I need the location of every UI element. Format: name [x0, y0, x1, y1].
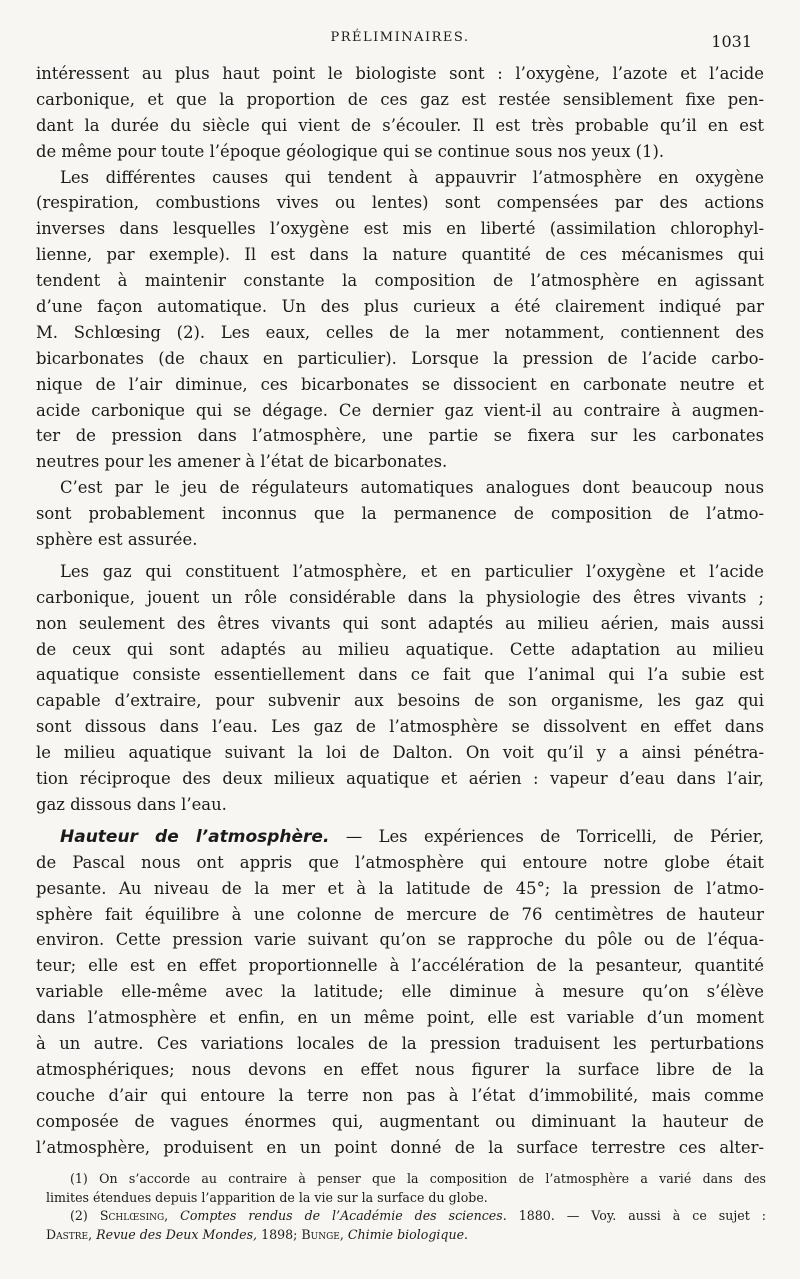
text-line: sont probablement inconnus que la permanence de composition de l’atmo-	[36, 504, 764, 524]
text-line: dans l’atmosphère et enfin, en un même point, elle est variable d’un moment	[36, 1008, 764, 1028]
text-line: d’une façon automatique. Un des plus curieux a été clairement indiqué par	[36, 297, 764, 317]
text-line: M. Schlœsing (2). Les eaux, celles de la mer notamment, contiennent des	[36, 322, 764, 342]
footnote-work: Revue des Deux Mondes,	[92, 1226, 258, 1242]
running-title: PRÉLIMINAIRES.	[330, 30, 470, 45]
footnote-1-line: (1) On s’accorde au contraire à penser que la composition de l’atmosphère a varié dans des	[70, 1171, 766, 1186]
text-line: pesante. Au niveau de la mer et à la latitude de 45°; la pression de l’atmo-	[36, 878, 764, 898]
text-line: sont dissous dans l’eau. Les gaz de l’atmosphère se dissolvent en effet dans	[36, 717, 764, 737]
text-line: tendent à maintenir constante la composition de l’atmosphère en agissant	[36, 271, 764, 291]
text-line: de ceux qui sont adaptés au milieu aquatique. Cette adaptation au milieu	[36, 639, 764, 659]
text-line: neutres pour les amener à l’état de bicarbonates.	[36, 452, 448, 472]
text-line: environ. Cette pression varie suivant qu’on se rapproche du pôle ou de l’équa-	[36, 930, 764, 950]
text-line: carbonique, jouent un rôle considérable dans la physiologie des êtres vivants ;	[36, 587, 764, 607]
text-line: de Pascal nous ont appris que l’atmosphère qui entoure notre globe était	[36, 852, 764, 872]
text-line: aquatique consiste essentiellement dans ce fait que l’animal qui l’a subie est	[36, 665, 764, 685]
text-line: (respiration, combustions vives ou lentes) sont compensées par des actions	[36, 193, 764, 213]
text-line: carbonique, et que la proportion de ces gaz est restée sensiblement fixe pen-	[36, 89, 764, 109]
text-line: l’atmosphère, produisent en un point donné de la surface terrestre ces alter-	[36, 1137, 764, 1157]
text-line: sphère est assurée.	[36, 530, 198, 550]
text-line: composée de vagues énormes qui, augmentant ou diminuant la hauteur de	[36, 1111, 764, 1131]
text-line: variable elle-même avec la latitude; elle diminue à mesure qu’on s’élève	[36, 982, 764, 1002]
text-line: tion réciproque des deux milieux aquatique et aérien : vapeur d’eau dans l’air,	[36, 769, 764, 789]
text-line: non seulement des êtres vivants qui sont adaptés au milieu aérien, mais aussi	[36, 613, 764, 633]
footnote-detail: 1880. — Voy. aussi à ce sujet :	[506, 1208, 767, 1224]
footnotes	[46, 1170, 766, 1244]
text-line: acide carbonique qui se dégage. Ce dernier gaz vient-il au contraire à augmen-	[36, 400, 764, 420]
text-line: dant la durée du siècle qui vient de s’écouler. Il est très probable qu’il en est	[36, 115, 764, 135]
footnote-2-line	[46, 1226, 766, 1245]
page-number: 1031	[711, 32, 752, 51]
text-line: sphère fait équilibre à une colonne de mercure de 76 centimètres de hauteur	[36, 904, 764, 924]
footnote-author: Bunge,	[301, 1226, 344, 1242]
text-line: à un autre. Ces variations locales de la pression traduisent les perturbations	[36, 1033, 764, 1053]
footnote-1-line: limites étendues depuis l’apparition de la vie sur la surface du globe.	[46, 1189, 488, 1205]
footnote-work: Chimie biologique.	[343, 1226, 469, 1242]
text-line: capable d’extraire, pour subvenir aux besoins de son organisme, les gaz qui	[36, 691, 764, 711]
text-line: intéressent au plus haut point le biologiste sont : l’oxygène, l’azote et l’acide	[36, 64, 764, 83]
section-heading: Hauteur de l’atmosphère.	[60, 826, 330, 847]
text-line: C’est par le jeu de régulateurs automatiques analogues dont beaucoup nous	[60, 478, 764, 498]
footnote-work: Comptes rendus de l’Académie des sciences.	[168, 1208, 507, 1224]
text-line: Les différentes causes qui tendent à appauvrir l’atmosphère en oxygène	[60, 167, 764, 187]
footnote-2-marker: (2)	[70, 1208, 100, 1224]
text-line: nique de l’air diminue, ces bicarbonates se dissocient en carbonate neutre et	[36, 374, 764, 394]
text-line: couche d’air qui entoure la terre non pas à l’état d’immobilité, mais comme	[36, 1085, 764, 1105]
text-line: atmosphériques; nous devons en effet nous figurer la surface libre de la	[36, 1059, 764, 1079]
footnote-2-line	[46, 1207, 766, 1226]
text-line: inverses dans lesquelles l’oxygène est mis en liberté (assimilation chlorophyl-	[36, 219, 764, 239]
text-line: ter de pression dans l’atmosphère, une partie se fixera sur les carbonates	[36, 426, 764, 446]
text-line: bicarbonates (de chaux en particulier). Lorsque la pression de l’acide carbo-	[36, 348, 764, 368]
body-text	[36, 61, 764, 1160]
footnote-author: Dastre,	[46, 1226, 93, 1242]
footnote-detail: 1898;	[257, 1226, 302, 1242]
running-head	[0, 28, 800, 52]
text-line: le milieu aquatique suivant la loi de Dalton. On voit qu’il y a ainsi pénétra-	[36, 743, 764, 763]
text-line: teur; elle est en effet proportionnelle à l’accélération de la pesanteur, quantité	[36, 956, 764, 976]
footnote-author: Schlœsing,	[99, 1208, 169, 1224]
text-line: Les gaz qui constituent l’atmosphère, et en particulier l’oxygène et l’acide	[60, 561, 764, 581]
text-line: de même pour toute l’époque géologique qui se continue sous nos yeux (1).	[36, 141, 665, 161]
section-first-line	[36, 824, 764, 850]
text-line: lienne, par exemple). Il est dans la nature quantité de ces mécanismes qui	[36, 245, 764, 265]
section-lead: — Les expériences de Torricelli, de Périer,	[329, 826, 764, 846]
text-line: gaz dissous dans l’eau.	[36, 794, 227, 814]
